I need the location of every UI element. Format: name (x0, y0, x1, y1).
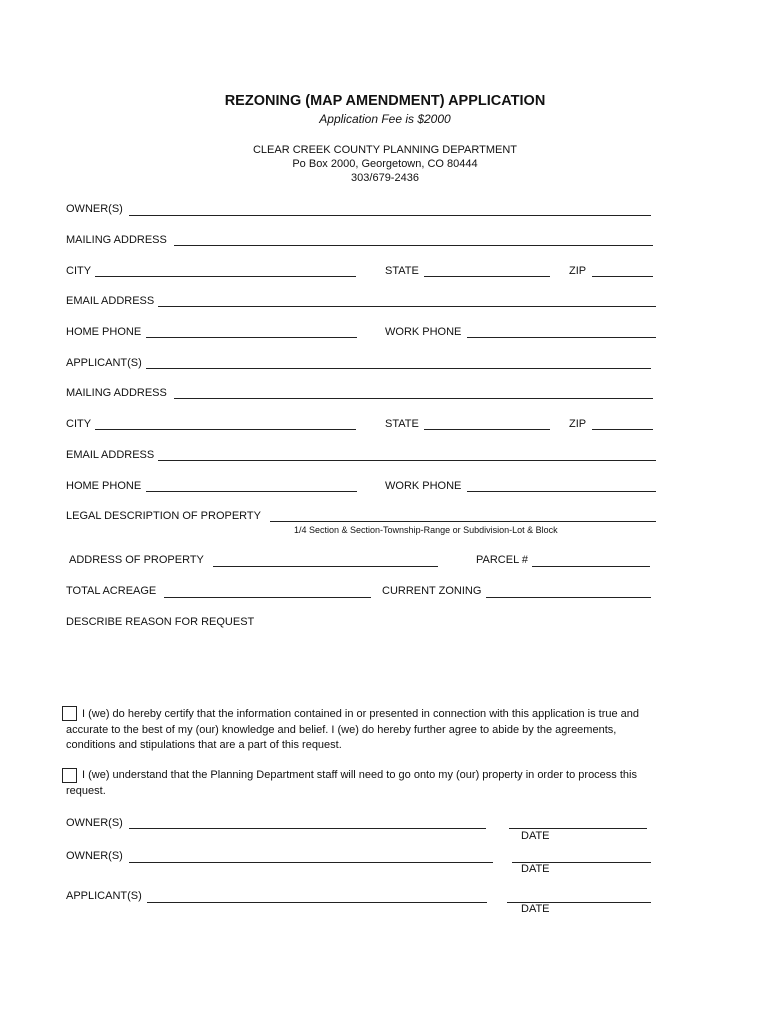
certify-text-line-3: conditions and stipulations that are a part of this request. (66, 739, 342, 751)
parcel-label: PARCEL # (476, 554, 528, 566)
applicant-city-label: CITY (66, 418, 92, 430)
form-title: REZONING (MAP AMENDMENT) APPLICATION (224, 93, 546, 109)
applicant-zip-field[interactable] (592, 429, 653, 430)
owners-field[interactable] (129, 215, 651, 216)
total-acreage-label: TOTAL ACREAGE (66, 585, 157, 597)
owner-date-label-1: DATE (521, 830, 550, 842)
applicant-home-phone-field[interactable] (146, 491, 357, 492)
total-acreage-field[interactable] (164, 597, 371, 598)
applicant-home-phone-label: HOME PHONE (66, 480, 142, 492)
owner-signature-label-1: OWNER(S) (66, 817, 123, 829)
legal-description-label: LEGAL DESCRIPTION OF PROPERTY (66, 510, 261, 522)
certify-text: I (we) do hereby certify that the information contained in or presented in connection with this application is true and (82, 708, 640, 720)
applicant-zip-label: ZIP (569, 418, 587, 430)
owner-signature-field-2[interactable] (129, 862, 493, 863)
legal-description-hint: 1/4 Section & Section-Township-Range or Subdivision-Lot & Block (294, 525, 558, 535)
parcel-field[interactable] (532, 566, 650, 567)
property-access-checkbox[interactable] (62, 768, 77, 783)
applicant-date-label: DATE (521, 903, 550, 915)
property-address-field[interactable] (213, 566, 438, 567)
applicants-label: APPLICANT(S) (66, 357, 142, 369)
owners-label: OWNER(S) (66, 203, 123, 215)
owner-work-phone-label: WORK PHONE (385, 326, 462, 338)
owner-date-label-2: DATE (521, 863, 550, 875)
owner-email-label: EMAIL ADDRESS (66, 295, 155, 307)
property-access-text-line-2: request. (66, 785, 106, 797)
reason-label: DESCRIBE REASON FOR REQUEST (66, 616, 255, 628)
owner-home-phone-field[interactable] (146, 337, 357, 338)
department-name: CLEAR CREEK COUNTY PLANNING DEPARTMENT (252, 144, 518, 156)
legal-description-field[interactable] (270, 521, 656, 522)
certify-checkbox[interactable] (62, 706, 77, 721)
applicant-email-label: EMAIL ADDRESS (66, 449, 155, 461)
owner-zip-label: ZIP (569, 265, 587, 277)
applicant-email-field[interactable] (158, 460, 656, 461)
owner-signature-field-1[interactable] (129, 828, 486, 829)
department-phone: 303/679-2436 (351, 172, 419, 184)
owner-date-field-1[interactable] (509, 828, 647, 829)
applicant-work-phone-field[interactable] (467, 491, 656, 492)
current-zoning-field[interactable] (486, 597, 651, 598)
applicant-work-phone-label: WORK PHONE (385, 480, 462, 492)
current-zoning-label: CURRENT ZONING (382, 585, 482, 597)
owner-work-phone-field[interactable] (467, 337, 656, 338)
owner-city-field[interactable] (95, 276, 356, 277)
owner-email-field[interactable] (158, 306, 656, 307)
applicant-signature-field[interactable] (147, 902, 487, 903)
application-fee: Application Fee is $2000 (319, 112, 451, 126)
owner-zip-field[interactable] (592, 276, 653, 277)
owner-state-label: STATE (385, 265, 419, 277)
reason-field[interactable] (66, 632, 656, 700)
owner-state-field[interactable] (424, 276, 550, 277)
applicant-state-label: STATE (385, 418, 419, 430)
owner-mailing-label: MAILING ADDRESS (66, 234, 167, 246)
applicant-city-field[interactable] (95, 429, 356, 430)
owner-home-phone-label: HOME PHONE (66, 326, 142, 338)
applicant-signature-label: APPLICANT(S) (66, 890, 142, 902)
owner-city-label: CITY (66, 265, 92, 277)
department-address: Po Box 2000, Georgetown, CO 80444 (292, 158, 478, 170)
certify-text-line-2: accurate to the best of my (our) knowledge and belief. I (we) do hereby further agree to abide by the agreements, (66, 723, 617, 736)
property-access-text: I (we) understand that the Planning Department staff will need to go onto my (our) property in order to process this (82, 769, 637, 781)
applicant-state-field[interactable] (424, 429, 550, 430)
owner-signature-label-2: OWNER(S) (66, 850, 123, 862)
applicants-field[interactable] (146, 368, 651, 369)
applicant-mailing-field[interactable] (174, 398, 653, 399)
applicant-mailing-label: MAILING ADDRESS (66, 387, 167, 399)
property-address-label: ADDRESS OF PROPERTY (69, 554, 204, 566)
owner-mailing-field[interactable] (174, 245, 653, 246)
